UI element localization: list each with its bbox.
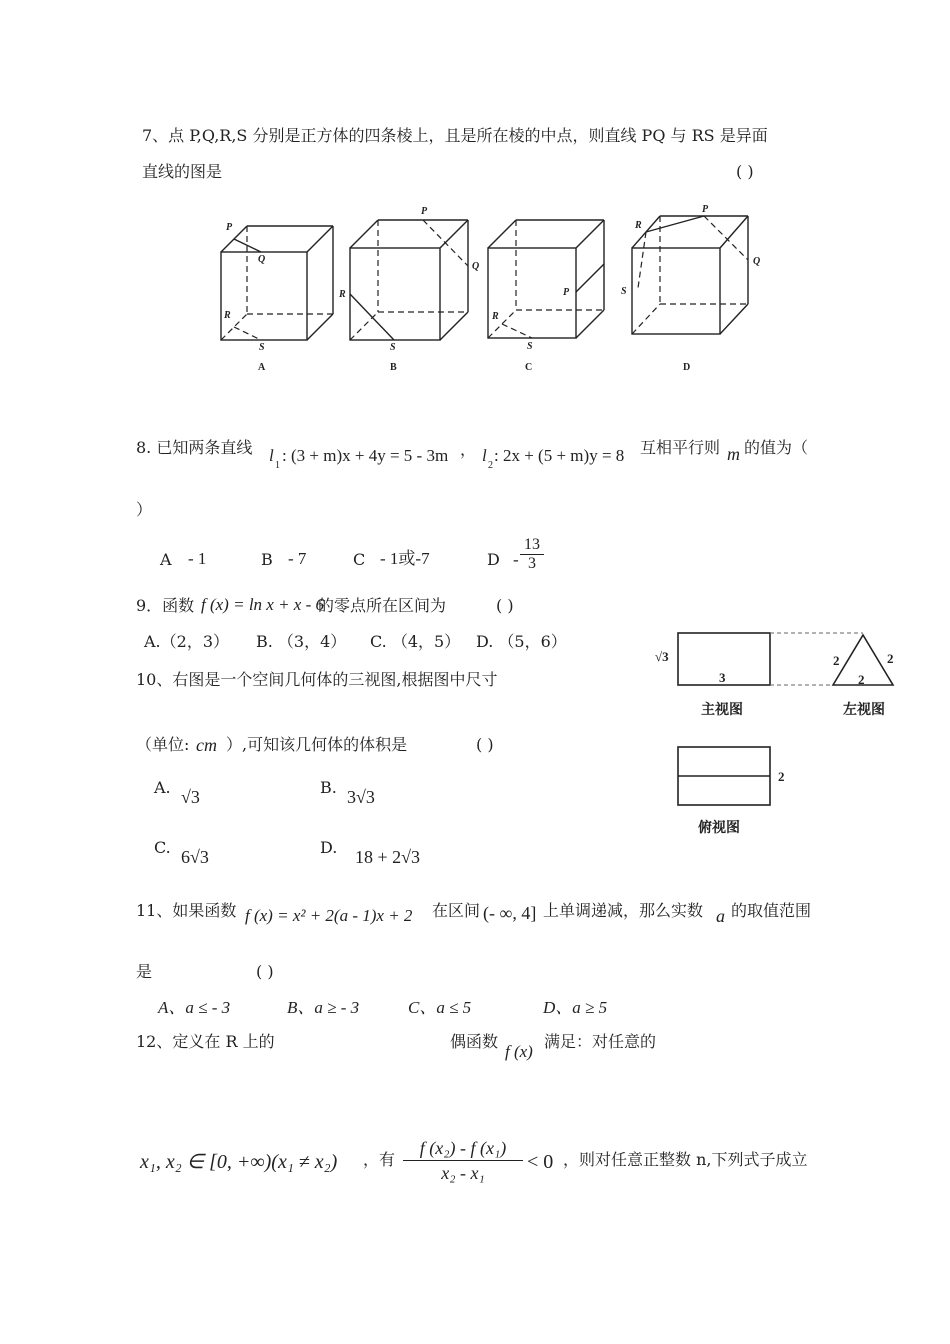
q12-numerator: f (x₂) - f (x₁) bbox=[403, 1136, 523, 1161]
cube-b-label-r: R bbox=[339, 289, 346, 300]
q8-prefix: 8. 已知两条直线 bbox=[136, 438, 253, 457]
q10-option-d-label: D. bbox=[320, 838, 338, 857]
q11-suffix1: 上单调递减，那么实数 bbox=[543, 901, 704, 920]
q10-line1: 10、右图是一个空间几何体的三视图,根据图中尺寸 bbox=[136, 670, 498, 689]
q12-have: ，有 bbox=[363, 1150, 396, 1169]
q8-option-b-label: B bbox=[261, 550, 273, 569]
front-view-title: 主视图 bbox=[701, 702, 743, 718]
q8-option-d-denominator: 3 bbox=[528, 555, 536, 572]
q8-option-a-value: - 1 bbox=[188, 549, 207, 568]
q12-function: f (x) bbox=[505, 1042, 533, 1061]
q8-mid: 互相平行则 bbox=[640, 438, 721, 457]
q10-option-c-label: C. bbox=[154, 838, 171, 857]
cube-c-label-r: R bbox=[492, 311, 499, 322]
q11-mid: 在区间 bbox=[432, 901, 481, 920]
q8-comma: ， bbox=[460, 440, 477, 459]
cube-c-label-s: S bbox=[527, 341, 533, 352]
q12-tail: ，则对任意正整数 n,下列式子成立 bbox=[563, 1150, 808, 1169]
q8-l2-sub: 2 bbox=[488, 460, 493, 471]
cube-d-caption: D bbox=[683, 362, 691, 373]
q7-line1: 7、点 P,Q,R,S 分别是正方体的四条棱上，且是所在棱的中点，则直线 PQ 与 RS 是异面 bbox=[142, 126, 768, 145]
cube-c-label-p: P bbox=[563, 287, 570, 298]
q11-option-c: C、a ≤ 5 bbox=[408, 998, 472, 1017]
q11-interval: (- ∞, 4] bbox=[483, 903, 537, 923]
q8-option-d-fraction bbox=[520, 536, 544, 573]
q10-option-b-value: 3√3 bbox=[347, 787, 375, 807]
q10-option-c-value: 6√3 bbox=[181, 847, 209, 867]
q10-answer-paren: ( ) bbox=[476, 735, 494, 754]
triangle-base-label: 2 bbox=[858, 672, 865, 687]
q8-option-c-label: C bbox=[353, 550, 366, 569]
cube-b-label-p: P bbox=[421, 206, 428, 217]
q10-line2-suffix: ）,可知该几何体的体积是 bbox=[226, 735, 408, 754]
q10-option-a-value: √3 bbox=[181, 787, 200, 807]
q8-l1-sub: 1 bbox=[275, 460, 280, 471]
q12-line1a: 12、定义在 R 上的 bbox=[136, 1032, 275, 1051]
q9-option-b: B. （3，4） bbox=[256, 632, 347, 651]
q12-line1c: 满足：对任意的 bbox=[544, 1032, 657, 1051]
q8-eq1: : (3 + m)x + 4y = 5 - 3m bbox=[282, 446, 449, 465]
q11-function: f (x) = x² + 2(a - 1)x + 2 bbox=[245, 906, 413, 925]
q11-line2: 是 bbox=[136, 962, 153, 981]
cube-a-label-p: P bbox=[226, 222, 233, 233]
cube-figure-b bbox=[346, 208, 476, 353]
q9-option-a: A.（2，3） bbox=[144, 632, 230, 651]
q9-prefix: 9．函数 bbox=[136, 596, 195, 615]
q11-var: a bbox=[716, 906, 725, 926]
q11-option-b: B、a ≥ - 3 bbox=[287, 998, 360, 1017]
cube-a-label-q: Q bbox=[258, 254, 266, 265]
left-view-title: 左视图 bbox=[843, 702, 885, 718]
q8-option-b-value: - 7 bbox=[288, 549, 307, 568]
q12-condition: x₁, x₂ ∈ [0, +∞)(x₁ ≠ x₂) bbox=[140, 1151, 338, 1173]
q8-option-a-label: A bbox=[160, 550, 172, 569]
q9-suffix: 的零点所在区间为 bbox=[318, 596, 447, 615]
q11-suffix2: 的取值范围 bbox=[731, 901, 812, 920]
q9-option-c: C. （4，5） bbox=[370, 632, 461, 651]
cube-a-caption: A bbox=[258, 362, 266, 373]
q12-denominator: x₂ - x₁ bbox=[441, 1163, 485, 1183]
q9-function: f (x) = ln x + x - 6 bbox=[201, 595, 325, 614]
cube-d-label-r: R bbox=[635, 220, 642, 231]
q8-var: m bbox=[727, 444, 740, 464]
q8-close: ） bbox=[136, 500, 153, 519]
front-view-height-label: √3 bbox=[655, 649, 669, 664]
cube-figure-a bbox=[215, 210, 335, 355]
q7-line2: 直线的图是 bbox=[142, 162, 223, 181]
cube-d-label-p: P bbox=[702, 204, 709, 215]
triangle-left-side-label: 2 bbox=[833, 653, 840, 668]
q10-option-b-label: B. bbox=[320, 778, 337, 797]
q11-answer-paren: ( ) bbox=[256, 962, 274, 981]
q12-fraction bbox=[403, 1136, 523, 1185]
top-view-title: 俯视图 bbox=[698, 820, 740, 836]
q9-option-d: D. （5，6） bbox=[476, 632, 567, 651]
cube-b-caption: B bbox=[390, 362, 397, 373]
triangle-right-side-label: 2 bbox=[887, 651, 894, 666]
cube-c-caption: C bbox=[525, 362, 533, 373]
q10-option-d-value: 18 + 2√3 bbox=[355, 847, 421, 867]
q8-eq2: : 2x + (5 + m)y = 8 bbox=[494, 446, 625, 465]
q11-option-d: D、a ≥ 5 bbox=[543, 998, 608, 1017]
cube-a-label-r: R bbox=[224, 310, 231, 321]
q10-option-a-label: A. bbox=[154, 778, 171, 797]
cube-d-label-s: S bbox=[621, 286, 627, 297]
q8-option-c-value: - 1或-7 bbox=[380, 549, 430, 568]
q8-option-d-label: D bbox=[487, 550, 500, 569]
cube-figure-d bbox=[628, 208, 761, 343]
cube-b-label-q: Q bbox=[472, 261, 480, 272]
q10-line2-prefix: （单位: bbox=[136, 735, 190, 754]
q7-answer-paren: ( ) bbox=[736, 162, 754, 181]
cube-b-label-s: S bbox=[390, 342, 396, 353]
cube-d-label-q: Q bbox=[753, 256, 761, 267]
top-view-depth-label: 2 bbox=[778, 769, 785, 784]
q12-line1b: 偶函数 bbox=[450, 1032, 499, 1051]
q11-prefix: 11、如果函数 bbox=[136, 901, 237, 920]
q12-less-than: < 0 bbox=[527, 1151, 554, 1173]
q10-unit: cm bbox=[196, 735, 217, 755]
q9-answer-paren: ( ) bbox=[496, 596, 514, 615]
q8-l2: l bbox=[482, 446, 487, 465]
q8-option-d-numerator: 13 bbox=[520, 536, 544, 555]
q11-option-a: A、a ≤ - 3 bbox=[158, 998, 231, 1017]
cube-a-label-s: S bbox=[259, 342, 265, 353]
q8-option-d-sign: - bbox=[513, 550, 519, 569]
front-view-width-label: 3 bbox=[719, 670, 726, 685]
q8-l1: l bbox=[269, 446, 274, 465]
q8-suffix: 的值为（ bbox=[744, 438, 809, 457]
cube-figure-c bbox=[484, 212, 609, 352]
